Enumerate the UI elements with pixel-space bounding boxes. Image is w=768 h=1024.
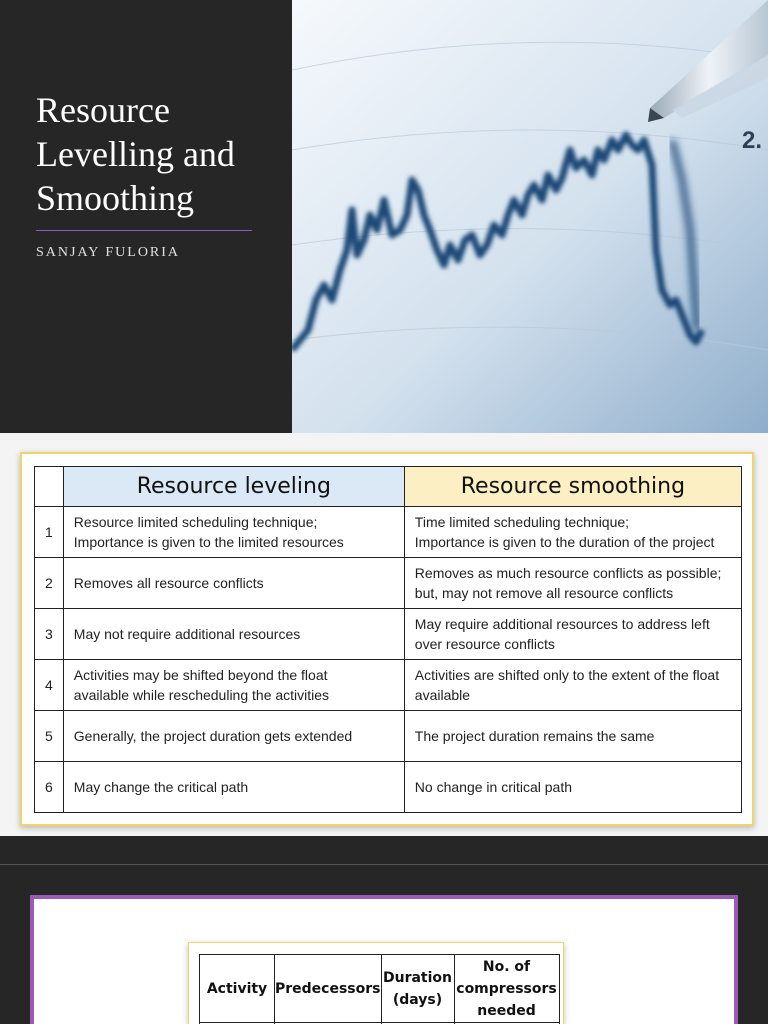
cell-line: No change in critical path [414, 779, 572, 795]
table-header-row [35, 467, 742, 507]
cell-line: Time limited scheduling technique; [414, 514, 630, 530]
row-number: 2 [35, 558, 64, 609]
leveling-cell [63, 558, 404, 609]
header-predecessors [275, 955, 382, 1023]
header-line: (days) [392, 991, 443, 1008]
cell-line: available while rescheduling the activities [73, 687, 330, 703]
table-row [35, 609, 742, 660]
cell-line: Removes as much resource conflicts as possible; [414, 565, 722, 581]
activity-header-row [200, 955, 560, 1023]
header-line: Predecessors [275, 980, 381, 997]
smoothing-cell [404, 609, 741, 660]
leveling-cell [63, 711, 404, 762]
leveling-cell [63, 660, 404, 711]
cell-line: Activities are shifted only to the extent of the float [414, 667, 720, 683]
header-activity [200, 955, 275, 1023]
header-line: Duration [382, 969, 452, 986]
header-resource-leveling: Resource leveling [63, 467, 404, 507]
leveling-cell [63, 609, 404, 660]
table-row [35, 507, 742, 558]
table-row [35, 762, 742, 813]
header-number [35, 467, 64, 507]
row-number: 5 [35, 711, 64, 762]
cell-line: May require additional resources to address left [414, 616, 710, 632]
header-resource-smoothing: Resource smoothing [404, 467, 741, 507]
header-line: No. of [482, 958, 531, 975]
row-number: 1 [35, 507, 64, 558]
title-slide [0, 0, 768, 433]
title-panel [0, 0, 292, 433]
smoothing-cell [404, 507, 741, 558]
cell-line: The project duration remains the same [414, 728, 655, 744]
header-compressors-needed [454, 955, 559, 1023]
divider-line [0, 864, 768, 865]
stock-chart-photo [292, 0, 768, 433]
cell-line: Importance is given to the limited resources [73, 534, 344, 550]
row-number: 6 [35, 762, 64, 813]
cell-line: Generally, the project duration gets extended [73, 728, 353, 744]
title-divider [36, 230, 252, 231]
cell-line: but, may not remove all resource conflicts [414, 585, 674, 601]
smoothing-cell [404, 660, 741, 711]
table-row [35, 660, 742, 711]
comparison-slide [0, 433, 768, 836]
cell-line: over resource conflicts [414, 636, 555, 652]
activity-table [199, 954, 560, 1024]
header-duration [381, 955, 454, 1023]
author-name: SANJAY FULORIA [36, 245, 181, 260]
title-line: Resource [36, 90, 170, 130]
smoothing-cell [404, 711, 741, 762]
header-line: compressors [456, 980, 557, 997]
cell-line: Importance is given to the duration of the project [414, 534, 715, 550]
comparison-table [34, 466, 742, 813]
smoothing-cell [404, 762, 741, 813]
comparison-table-body [35, 507, 742, 813]
slide-title [36, 88, 266, 220]
cell-line: May change the critical path [73, 779, 249, 795]
table-row [35, 711, 742, 762]
cell-line: available [414, 687, 471, 703]
title-line: Smoothing [36, 178, 195, 218]
cell-line: May not require additional resources [73, 626, 301, 642]
leveling-cell [63, 507, 404, 558]
row-number: 3 [35, 609, 64, 660]
smoothing-cell [404, 558, 741, 609]
table-row [35, 558, 742, 609]
title-line: Levelling and [36, 134, 235, 174]
cell-line: Resource limited scheduling technique; [73, 514, 318, 530]
photo-axis-label: 2. [742, 127, 763, 154]
comparison-table-frame [20, 452, 754, 826]
row-number: 4 [35, 660, 64, 711]
cell-line: Activities may be shifted beyond the float [73, 667, 328, 683]
header-line: Activity [206, 980, 268, 997]
cell-line: Removes all resource conflicts [73, 575, 264, 591]
leveling-cell [63, 762, 404, 813]
header-line: needed [477, 1002, 536, 1019]
